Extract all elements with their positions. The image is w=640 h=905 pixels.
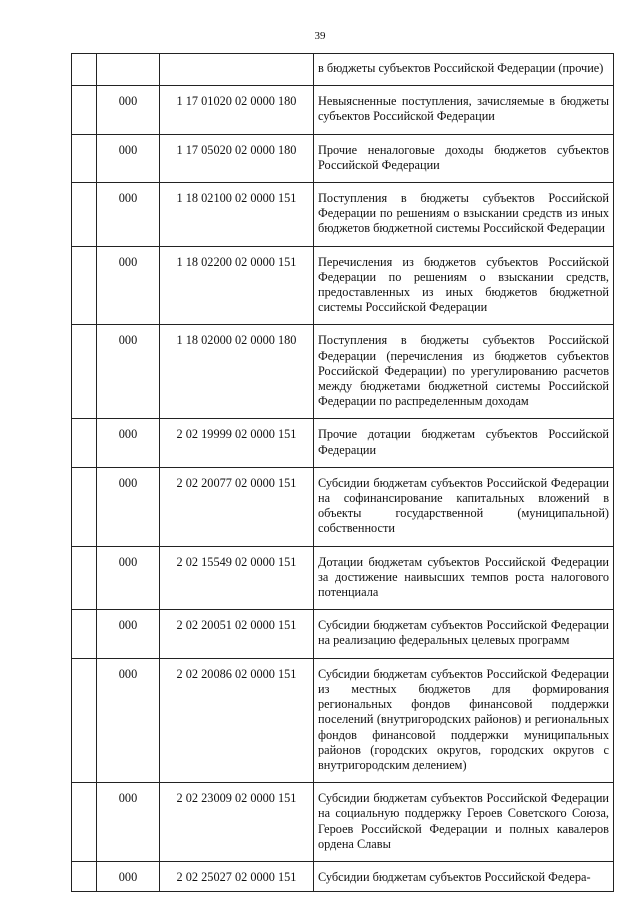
blank-cell [72,546,97,610]
blank-cell [72,325,97,419]
description-cell: в бюджеты субъектов Российской Федерации (прочие) [314,54,614,86]
budget-code-cell: 1 17 05020 02 0000 180 [160,134,314,182]
budget-code-cell: 2 02 20086 02 0000 151 [160,658,314,782]
admin-code-cell: 000 [97,546,160,610]
table-row [72,134,614,182]
blank-cell [72,861,97,891]
budget-code-cell: 2 02 23009 02 0000 151 [160,783,314,862]
description-cell: Дотации бюджетам субъектов Российской Федерации за достижение наивысших темпов роста налогового потенциала [314,546,614,610]
budget-code-cell [160,54,314,86]
admin-code-cell: 000 [97,467,160,546]
budget-code-cell: 1 17 01020 02 0000 180 [160,86,314,134]
admin-code-cell: 000 [97,419,160,467]
description-cell: Субсидии бюджетам субъектов Российской Федера- [314,861,614,891]
table-row [72,54,614,86]
table-row [72,658,614,782]
budget-code-cell: 2 02 20051 02 0000 151 [160,610,314,658]
admin-code-cell: 000 [97,86,160,134]
budget-codes-table [71,53,614,892]
description-cell: Прочие неналоговые доходы бюджетов субъектов Российской Федерации [314,134,614,182]
description-cell: Субсидии бюджетам субъектов Российской Федерации на софинансирование капитальных вложений в объекты государственной (муниципальной) собственности [314,467,614,546]
budget-code-cell: 2 02 20077 02 0000 151 [160,467,314,546]
blank-cell [72,183,97,247]
table-row [72,467,614,546]
blank-cell [72,783,97,862]
admin-code-cell: 000 [97,783,160,862]
admin-code-cell: 000 [97,246,160,325]
description-cell: Субсидии бюджетам субъектов Российской Федерации на реализацию федеральных целевых программ [314,610,614,658]
admin-code-cell: 000 [97,183,160,247]
budget-code-cell: 1 18 02100 02 0000 151 [160,183,314,247]
blank-cell [72,54,97,86]
blank-cell [72,658,97,782]
description-cell: Поступления в бюджеты субъектов Российской Федерации (перечисления из бюджетов субъектов Российской Федерации) по урегулированию расчетов между бюджетами бюджетной системы Российской Федерации по распределенным доходам [314,325,614,419]
admin-code-cell [97,54,160,86]
table-row [72,183,614,247]
budget-code-cell: 2 02 15549 02 0000 151 [160,546,314,610]
description-cell: Субсидии бюджетам субъектов Российской Федерации из местных бюджетов для формирования региональных фондов финансовой поддержки поселений (внутригородских районов) и региональных фондов финансовой поддержки муниципальных районов (городских округов, городских округов с внутригородским делением) [314,658,614,782]
description-cell: Прочие дотации бюджетам субъектов Российской Федерации [314,419,614,467]
table-row [72,419,614,467]
table-row [72,325,614,419]
budget-code-cell: 2 02 25027 02 0000 151 [160,861,314,891]
admin-code-cell: 000 [97,134,160,182]
admin-code-cell: 000 [97,610,160,658]
description-cell: Невыясненные поступления, зачисляемые в бюджеты субъектов Российской Федерации [314,86,614,134]
page-number: 39 [314,30,326,42]
table-row [72,610,614,658]
budget-code-cell: 2 02 19999 02 0000 151 [160,419,314,467]
description-cell: Субсидии бюджетам субъектов Российской Федерации на социальную поддержку Героев Советского Союза, Героев Российской Федерации и полных кавалеров ордена Славы [314,783,614,862]
blank-cell [72,246,97,325]
description-cell: Поступления в бюджеты субъектов Российской Федерации по решениям о взыскании средств из иных бюджетов бюджетной системы Российской Федерации [314,183,614,247]
admin-code-cell: 000 [97,861,160,891]
table-row [72,246,614,325]
table-row [72,783,614,862]
description-cell: Перечисления из бюджетов субъектов Российской Федерации по решениям о взыскании средств, предоставленных из иных бюджетов бюджетной системы Российской Федерации [314,246,614,325]
table-row [72,546,614,610]
budget-code-cell: 1 18 02200 02 0000 151 [160,246,314,325]
admin-code-cell: 000 [97,658,160,782]
budget-code-cell: 1 18 02000 02 0000 180 [160,325,314,419]
blank-cell [72,86,97,134]
blank-cell [72,467,97,546]
admin-code-cell: 000 [97,325,160,419]
table-row [72,861,614,891]
blank-cell [72,134,97,182]
table-row [72,86,614,134]
blank-cell [72,610,97,658]
blank-cell [72,419,97,467]
